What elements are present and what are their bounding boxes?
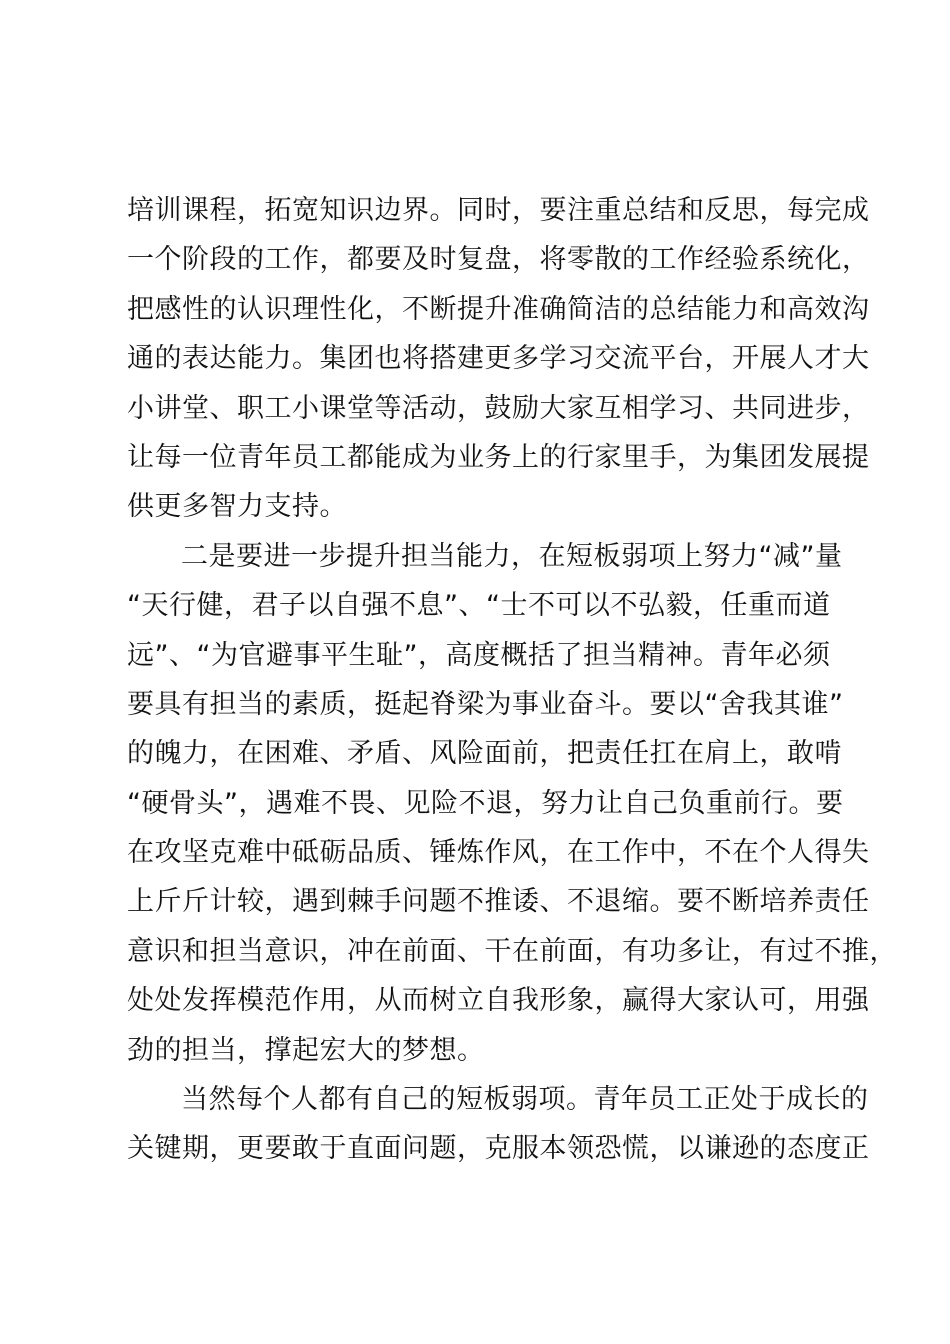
text-line: “天行健，君子以自强不息”、“士不可以不弘毅，任重而道 [127,590,831,622]
body-text [127,186,897,1174]
text-line: 远”、“为官避事平生耻”，高度概括了担当精神。青年必须 [127,639,831,671]
paragraph-start-line: 当然每个人都有自己的短板弱项。青年员工正处于成长的 [181,1084,869,1116]
paragraph-start-line: 二是要进一步提升担当能力，在短板弱项上努力“减”量 [181,540,843,572]
text-line: 把感性的认识理性化，不断提升准确简洁的总结能力和高效沟 [127,293,870,325]
text-line: 处处发挥模范作用，从而树立自我形象，赢得大家认可，用强 [127,985,870,1017]
text-line: 要具有担当的素质，挺起脊梁为事业奋斗。要以“舍我其谁” [127,688,844,720]
text-line: 意识和担当意识，冲在前面、干在前面，有功多让，有过不推， [127,935,897,967]
text-line: 通的表达能力。集团也将搭建更多学习交流平台，开展人才大 [127,343,870,375]
text-line: “硬骨头”，遇难不畏、见险不退，努力让自己负重前行。要 [127,787,844,819]
text-line: 关键期，更要敢于直面问题，克服本领恐慌，以谦逊的态度正 [127,1133,870,1165]
text-line: 培训课程，拓宽知识边界。同时，要注重总结和反思，每完成 [127,195,870,226]
text-line: 一个阶段的工作，都要及时复盘，将零散的工作经验系统化， [127,244,870,276]
text-line: 的魄力，在困难、矛盾、风险面前，把责任扛在肩上，敢啃 [127,738,842,770]
text-line: 劲的担当，撑起宏大的梦想。 [127,1034,485,1066]
text-line: 让每一位青年员工都能成为业务上的行家里手，为集团发展提 [127,441,870,473]
text-line: 供更多智力支持。 [127,491,347,523]
text-line: 上斤斤计较，遇到棘手问题不推诿、不退缩。要不断培养责任 [127,886,870,918]
text-line: 在攻坚克难中砥砺品质、锤炼作风，在工作中，不在个人得失 [127,837,870,869]
text-line: 小讲堂、职工小课堂等活动，鼓励大家互相学习、共同进步， [127,392,870,424]
